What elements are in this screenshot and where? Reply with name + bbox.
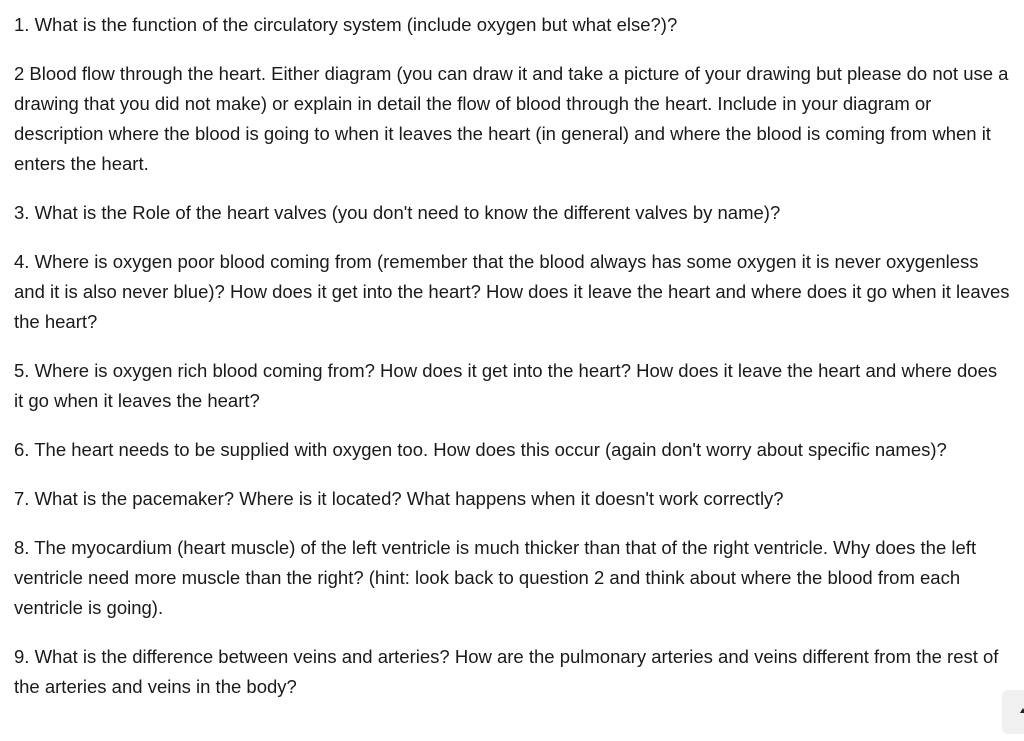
question-8: 8. The myocardium (heart muscle) of the left ventricle is much thicker than that of the right ventricle. Why does the left ventricle need more muscle than the right? (hint: look back to question 2 and think about where the blood from each ventricle is going). bbox=[14, 537, 977, 618]
question-5: 5. Where is oxygen rich blood coming from? How does it get into the heart? How does it leave the heart and where does it go when it leaves the heart? bbox=[14, 360, 998, 411]
question-1: 1. What is the function of the circulatory system (include oxygen but what else?)? bbox=[14, 14, 678, 35]
scroll-up-icon[interactable] bbox=[1002, 690, 1024, 734]
question-9: 9. What is the difference between veins and arteries? How are the pulmonary arteries and veins different from the rest of the arteries and veins in the body? bbox=[14, 646, 999, 697]
question-4: 4. Where is oxygen poor blood coming from (remember that the blood always has some oxygen it is never oxygenless and it is also never blue)? How does it get into the heart? How does it leave the heart and where does it go when it leaves the heart? bbox=[14, 251, 1010, 332]
question-2: 2 Blood flow through the heart. Either diagram (you can draw it and take a picture of your drawing but please do not use a drawing that you did not make) or explain in detail the flow of blood through the heart. Include in your diagram or description where the blood is going to when it leaves the heart (in general) and where the blood is coming from when it enters the heart. bbox=[14, 63, 1009, 174]
question-3: 3. What is the Role of the heart valves (you don't need to know the different valves by name)? bbox=[14, 202, 781, 223]
question-7: 7. What is the pacemaker? Where is it located? What happens when it doesn't work correctly? bbox=[14, 488, 784, 509]
question-6: 6. The heart needs to be supplied with oxygen too. How does this occur (again don't worry about specific names)? bbox=[14, 439, 947, 460]
